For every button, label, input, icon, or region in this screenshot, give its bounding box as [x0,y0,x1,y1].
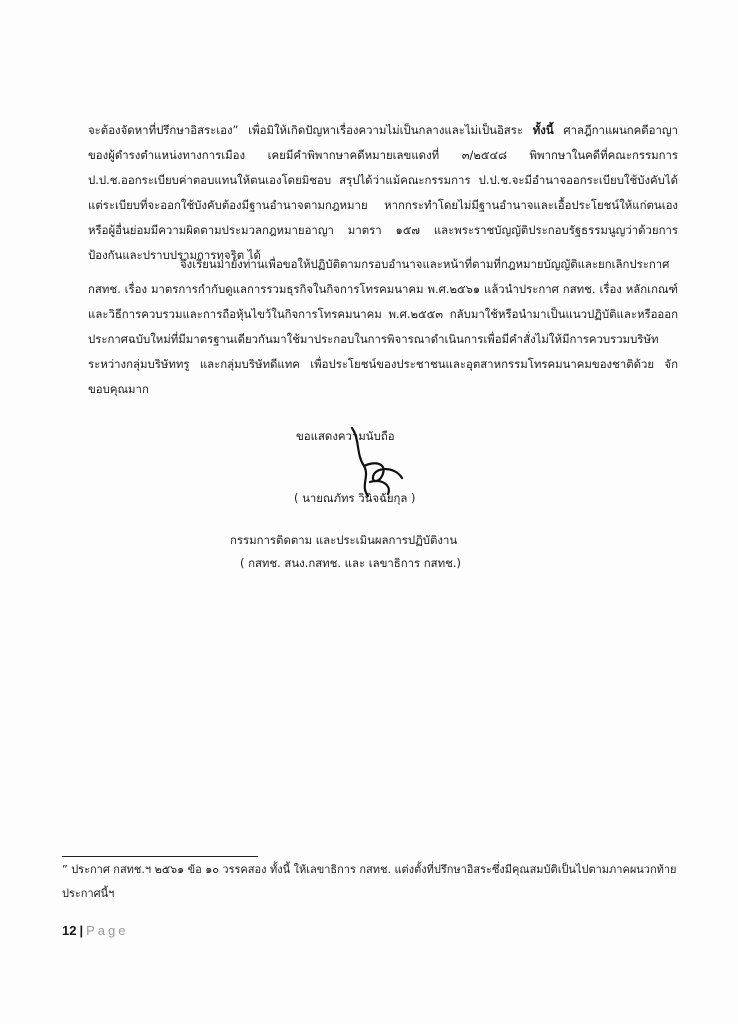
footnote: ” ประกาศ กสทช.ฯ ๒๕๖๑ ข้อ ๑๐ วรรคสอง ทั้งนี้ ให้เลขาธิการ กสทช. แต่งตั้งที่ปรึกษาอิสระซึ่งมีคุณสมบัติเป็นไปตามภาคผนวกท้ายประกาศนี้ฯ [62,863,677,900]
paragraph-2-text: จึงเรียนมายังท่านเพื่อขอให้ปฏิบัติตามกรอบอำนาจและหน้าที่ตามที่กฎหมายบัญญัติและยกเลิกประกาศ กสทช. เรื่อง มาตรการกำกับดูแลการรวมธุรกิจในกิจการโทรคมนาคม พ.ศ.๒๕๖๑ แล้วนำประกาศ กสทช. เรื่อง หลักเกณฑ์และวิธีการควบรวมและการถือหุ้นไขว้ในกิจการโทรคมนาคม พ.ศ.๒๕๕๓ กลับมาใช้หรือนำมาเป็นแนวปฏิบัติและหรือออกประกาศฉบับใหม่ที่มีมาตรฐานเดียวกันมาใช้มาประกอบในการพิจารณาดำเนินการเพื่อมีคำสั่งไม่ให้มีการควบรวมบริษัทระหว่างกลุ่มบริษัททรู และกลุ่มบริษัทดีแทค เพื่อประโยชน์ของประชาชนและอุตสาหกรรมโทรคมนาคมของชาติด้วย จักขอบคุณมาก [88,257,678,396]
body-paragraph-1 [88,118,678,268]
paragraph-1-bold-word: ทั้งนี้ [532,123,554,137]
closing-salutation: ขอแสดงความนับถือ [296,429,395,443]
signer-organization: ( กสทช. สนง.กสทช. และ เลขาธิการ กสทช.) [240,556,461,570]
page-label: Page [86,923,129,938]
body-paragraph-2 [88,252,678,402]
signer-name: ( นายณภัทร วินิจฉัยกุล ) [294,491,416,505]
footer-separator: | [79,923,84,938]
page-number: 12 [62,923,77,938]
page-footer [62,923,128,938]
paragraph-1-text-b: ศาลฎีกาแผนกคดีอาญาของผู้ดำรงตำแหน่งทางการเมือง เคยมีคำพิพากษาคดีหมายเลขแดงที่ ๓/๒๕๔๘ พิพากษาในคดีที่คณะกรรมการ ป.ป.ช.ออกระเบียบค่าตอบแทนให้ตนเองโดยมิชอบ สรุปได้ว่าแม้คณะกรรมการ ป.ป.ช.จะมีอำนาจออกระเบียบใช้บังคับได้ แต่ระเบียบที่จะออกใช้บังคับต้องมีฐานอำนาจตามกฎหมาย หากกระทำโดยไม่มีฐานอำนาจและเอื้อประโยชน์ให้แก่ตนเองหรือผู้อื่นย่อมมีความผิดตามประมวลกฎหมายอาญา มาตรา ๑๕๗ และพระราชบัญญัติประกอบรัฐธรรมนูญว่าด้วยการป้องกันและปราบปรามการทุจริต ได้ [88,123,678,262]
footnote-divider [62,856,258,857]
signer-title: กรรมการติดตาม และประเมินผลการปฏิบัติงาน [230,533,458,547]
paragraph-1-text-a: จะต้องจัดหาที่ปรึกษาอิสระเอง” เพื่อมิให้เกิดปัญหาเรื่องความไม่เป็นกลางและไม่เป็นอิสระ [88,123,523,137]
